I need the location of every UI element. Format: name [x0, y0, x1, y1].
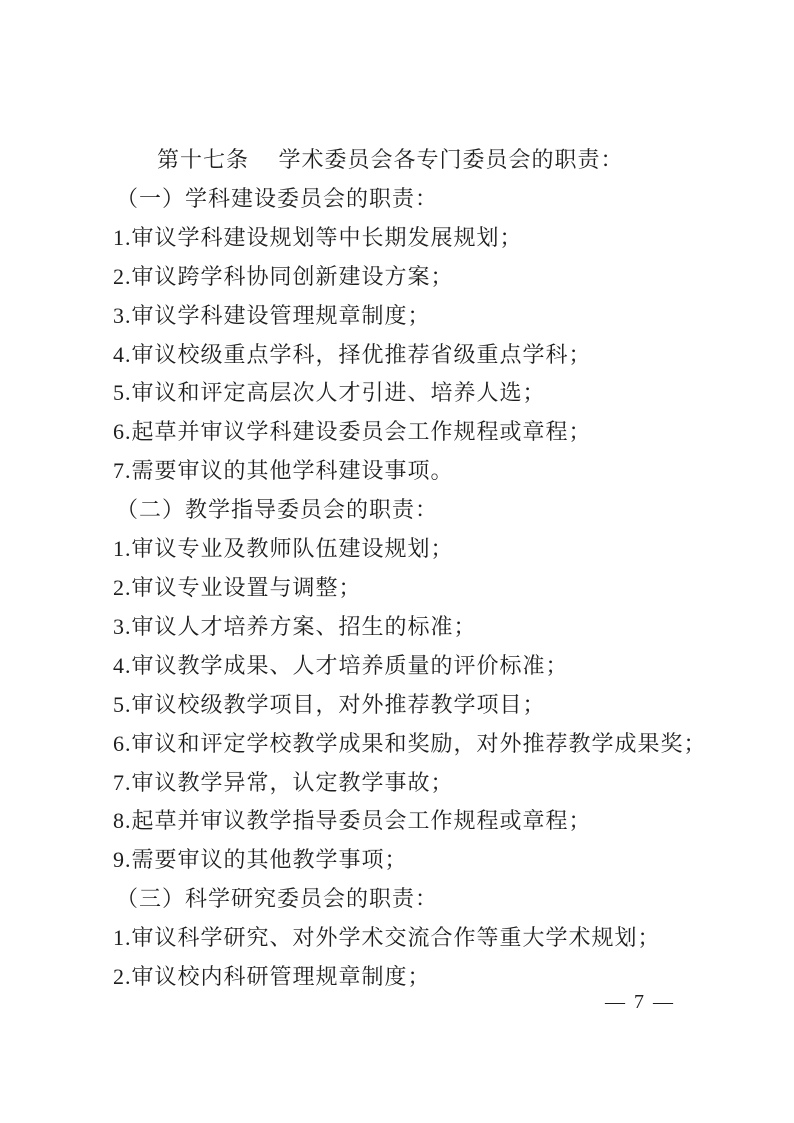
- section-heading: （一）学科建设委员会的职责：: [116, 185, 439, 211]
- section-heading: （二）教学指导委员会的职责：: [116, 497, 439, 523]
- list-item: 9.需要审议的其他教学事项；: [113, 847, 408, 873]
- page-footer: [605, 987, 675, 1017]
- list-item: 1.审议科学研究、对外学术交流合作等重大学术规划；: [113, 925, 661, 951]
- list-item: 6.起草并审议学科建设委员会工作规程或章程；: [113, 419, 592, 445]
- list-item: 2.审议跨学科协同创新建设方案；: [113, 263, 454, 289]
- list-item: 7.审议教学异常，认定教学事故；: [113, 769, 454, 795]
- list-item: 2.审议校内科研管理规章制度；: [113, 964, 431, 990]
- list-item: 2.审议专业设置与调整；: [113, 574, 362, 600]
- list-item: 5.审议校级教学项目，对外推荐教学项目；: [113, 691, 546, 717]
- list-item: 3.审议学科建设管理规章制度；: [113, 302, 431, 328]
- list-item: 3.审议人才培养方案、招生的标准；: [113, 613, 477, 639]
- list-item: 5.审议和评定高层次人才引进、培养人选；: [113, 380, 546, 406]
- page-number: — 7 —: [605, 991, 675, 1013]
- list-item: 4.审议校级重点学科，择优推荐省级重点学科；: [113, 341, 592, 367]
- document-body: [113, 141, 713, 997]
- list-item: 7.需要审议的其他学科建设事项。: [113, 458, 454, 484]
- section-heading: （三）科学研究委员会的职责：: [116, 886, 439, 912]
- list-item: 8.起草并审议教学指导委员会工作规程或章程；: [113, 808, 592, 834]
- list-item: 4.审议教学成果、人才培养质量的评价标准；: [113, 652, 569, 678]
- list-item: 1.审议学科建设规划等中长期发展规划；: [113, 224, 523, 250]
- article-heading: 第十七条 学术委员会各专门委员会的职责：: [157, 147, 624, 172]
- list-item: 6.审议和评定学校教学成果和奖励，对外推荐教学成果奖；: [113, 730, 707, 756]
- list-item: 1.审议专业及教师队伍建设规划；: [113, 536, 454, 562]
